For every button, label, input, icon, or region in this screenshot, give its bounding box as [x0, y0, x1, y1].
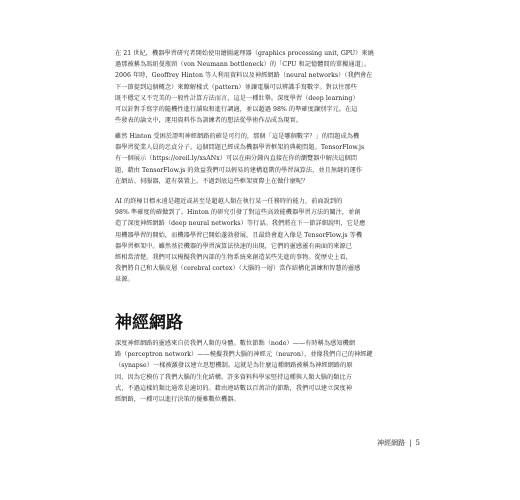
text-line: 式，不過這樣的類比通常是適切的。藉由連結數以百萬計的節點，我們可以建立深度神 [115, 384, 353, 392]
text-line: 經網路，一種可以進行決策的優雅數位機器。 [115, 395, 240, 403]
text-line: 過那被稱為馮紐曼瓶頸（von Neumann bottleneck）的「CPU 和記憶體間的單獨通道」。 [115, 61, 371, 69]
text-line: 在網站、伺服器，還有裝置上。不過到底這些框架實際上在做什麼呢？ [115, 177, 309, 185]
text-line: 98% 準確度的確做到了。Hinton 的研究引發了對這些高效能機器學習方法的關注，並創 [115, 209, 361, 217]
text-line: 既不穩定又不完美的一般性計算方法而言，這是一種壯舉。深度學習（deep learning） [115, 94, 359, 102]
text-line: （synapse）一樣被激發以建立思想機制。這就是為什麼這種網路被稱為神經網路的原 [115, 362, 353, 370]
text-line: 造了深度神經網路（deep neural networks）等行話。我們將在下一節詳細說明，它是應 [115, 220, 366, 228]
text-line: 雖然 Hinton 受困於證明神經網路的確是可行的，那個「這是哪個數字？」的問題成為機 [115, 133, 360, 140]
text-line: 器學習框架中。雖然基於機器的學習演算法快速的出現，它們的靈感靈有兩面的來源已 [115, 242, 353, 250]
text-line: 有一個展示（https://oreil.ly/xsANx）可以在兩分鐘內直接在你的瀏覽器中解決這個問 [115, 155, 357, 163]
paragraph-hinton-digits [115, 131, 420, 187]
text-line: 用機器學習的開始，而機器學習已開始蓬勃發展，且最終會進入像是 TensorFlow.js 等機 [115, 231, 363, 239]
text-line: 些發表的論文中，運用資料作為訓練者的想法從學術作品成為現實。 [115, 117, 303, 125]
text-line: 器學習從業人員的忠貞分子。這個問題已經成為機器學習框架的典範問題。TensorFlow.js [115, 144, 365, 152]
text-line: 在 21 世紀，機器學習研究者開始使用繪圖處理器（graphics processing unit, GPU）來繞 [115, 50, 374, 57]
text-line: 深度神經網路的靈感來自於我們人類的身體。數位節點（node）——有時稱為感知機網 [115, 340, 356, 347]
text-line: AI 的終極目標永遠是趨近或甚至是超越人類在執行某一任務時的能力，前面說到的 [115, 198, 343, 205]
page-footer [377, 438, 420, 448]
text-line: 我們將自己和大腦皮層（cerebral cortex）（大腦的一層）當作結構化訓練和智慧的靈感 [115, 265, 361, 273]
text-line: 下一節提到這個概念）來瞭解樣式（pattern）並讓電腦可以辨識手寫數字。對以往那些 [115, 83, 357, 91]
text-line: 2006 年時，Geoffrey Hinton 等人利用資料以及神經網路（neural networks）（我們會在 [115, 72, 373, 80]
page-number: 5 [415, 439, 420, 447]
text-line: 經相當清楚。我們可以模擬我們內部的生物系統來創造某些先進的事物。從歷史上看， [115, 253, 353, 261]
footer-separator: | [409, 439, 412, 447]
section-heading: 神經網路 [115, 313, 183, 333]
paragraph-ai-goal [115, 196, 420, 286]
text-line: 可以針對手寫字的隨機性進行讀取和進行調適，並以超過 98% 的準確度讓別字元。在這 [115, 105, 358, 113]
text-line: 因，因為它模仿了我們大腦的生化結構。許多資料科學家堅持這種與人類大腦的類比方 [115, 373, 353, 381]
text-line: 路（perceptron network）——模擬我們大腦的神經元（neuron），並像我們自己的神經鍵 [115, 351, 373, 359]
paragraph-neural-networks [115, 338, 420, 405]
text-line: 泉源。 [115, 276, 134, 284]
text-line: 題，藉由 TensorFlow.js 的效益我們可以輕易的建構進階的學習演算法，並且無縫的運作 [115, 166, 363, 174]
paragraph-gpu-history [115, 48, 420, 126]
running-chapter-title: 神經網路 [377, 439, 406, 447]
